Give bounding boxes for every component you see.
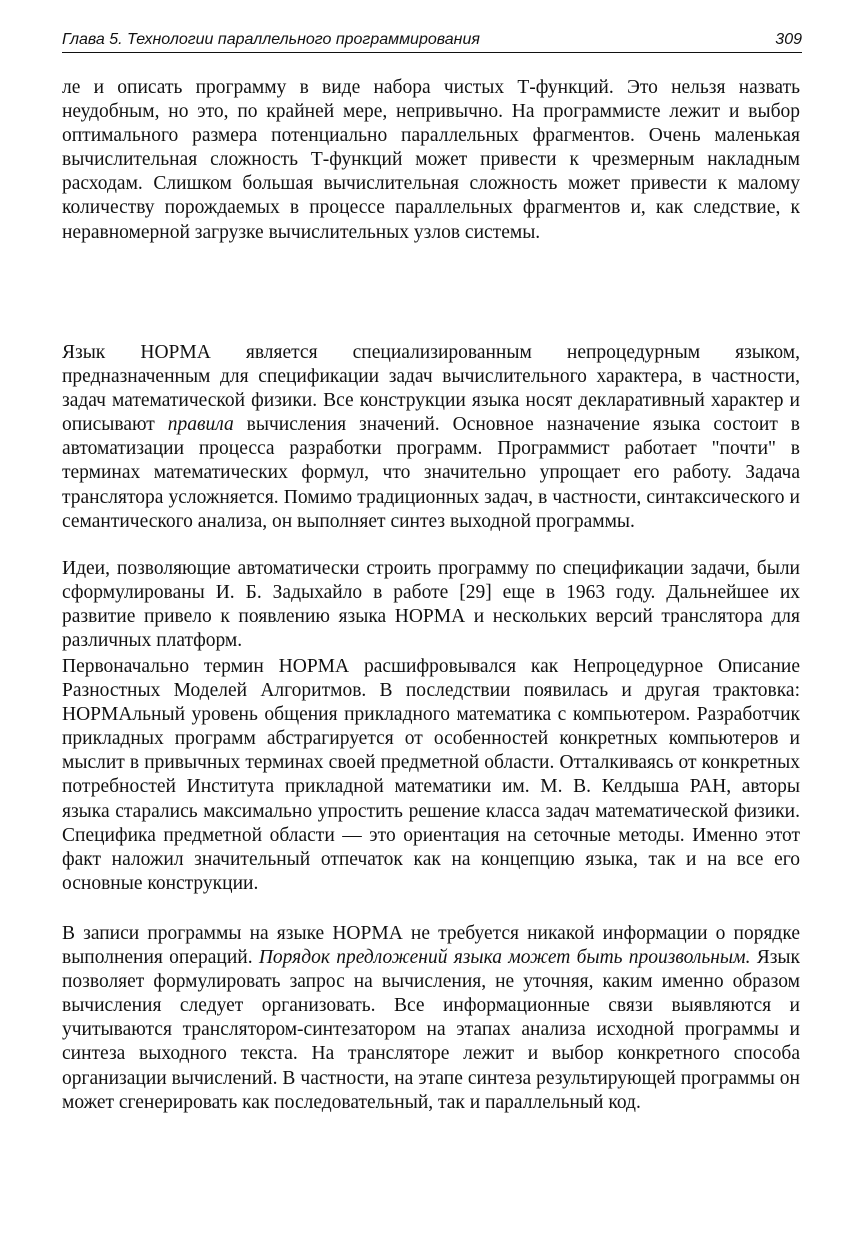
chapter-title: Глава 5. Технологии параллельного программирования <box>62 31 480 48</box>
paragraph-text: вычисления значений. Основное назначение языка состоит в автоматизации процесса разработки программ. Программист работает "почти" в терминах математических формул, что значительно упрощает его работу. Задача транслятора усложняется. Помимо традиционных задач, в частности, синтаксического и семантического анализа, он выполняет синтез выходной программы. <box>62 414 800 532</box>
paragraph <box>62 341 800 534</box>
emphasis-text: Порядок предложений языка может быть произвольным. <box>258 947 751 969</box>
paragraph-text: Язык НОРМА является специализированным непроцедурным языком, предназначенным для спецификации задач вычислительного характера, в частности, задач математической физики. Все конструкции языка носят декларативный характер и описывают <box>62 342 800 436</box>
running-header <box>62 30 802 53</box>
emphasis-text: правила <box>167 414 234 436</box>
paragraph-text: Первоначально термин НОРМА расшифровывался как Непроцедурное Описание Разностных Моделей Алгоритмов. В последствии появилась и другая трактовка: НОРМАльный уровень общения прикладного математика с компьютером. Разработчик прикладных программ абстрагируется от особенностей конкретных компьютеров и мыслит в привычных терминах своей предметной области. Отталкиваясь от конкретных потребностей Института прикладной математики им. М. В. Келдыша РАН, авторы языка старались максимально упростить решение класса задач математической физики. Специфика предметной области — это ориентация на сеточные методы. Именно этот факт наложил значительный отпечаток как на концепцию языка, так и на все его основные конструкции. <box>62 656 800 894</box>
paragraph-text: Язык позволяет формулировать запрос на вычисления, не уточняя, каким именно образом вычисления следует организовать. Все информационные связи выявляются и учитываются транслятором-синтезатором на этапах анализа исходной программы и синтеза выходного текста. На трансляторе лежит и выбор конкретного способа организации вычислений. В частности, на этапе синтеза результирующей программы он может сгенерировать как последовательный, так и параллельный код. <box>62 947 800 1113</box>
page-number: 309 <box>775 31 802 48</box>
paragraph-text: В записи программы на языке НОРМА не требуется никакой информации о порядке выполнения операций. <box>62 923 800 969</box>
paragraph-text: Идеи, позволяющие автоматически строить программу по спецификации задачи, были сформулированы И. Б. Задыхайло в работе [29] еще в 1963 году. Дальнейшее их развитие привело к появлению языка НОРМА и нескольких версий транслятора для различных платформ. <box>62 558 800 652</box>
paragraph <box>62 557 800 653</box>
paragraph <box>62 922 800 1115</box>
paragraph <box>62 76 800 245</box>
paragraph <box>62 655 800 896</box>
paragraph-text: ле и описать программу в виде набора чистых Т-функций. Это нельзя назвать неудобным, но это, по крайней мере, непривычно. На программисте лежит и выбор оптимального размера потенциально параллельных фрагментов. Очень маленькая вычислительная сложность Т-функций может привести к чрезмерным накладным расходам. Слишком большая вычислительная сложность может привести к малому количеству порождаемых в процессе параллельных фрагментов и, как следствие, к неравномерной загрузке вычислительных узлов системы. <box>62 77 800 243</box>
